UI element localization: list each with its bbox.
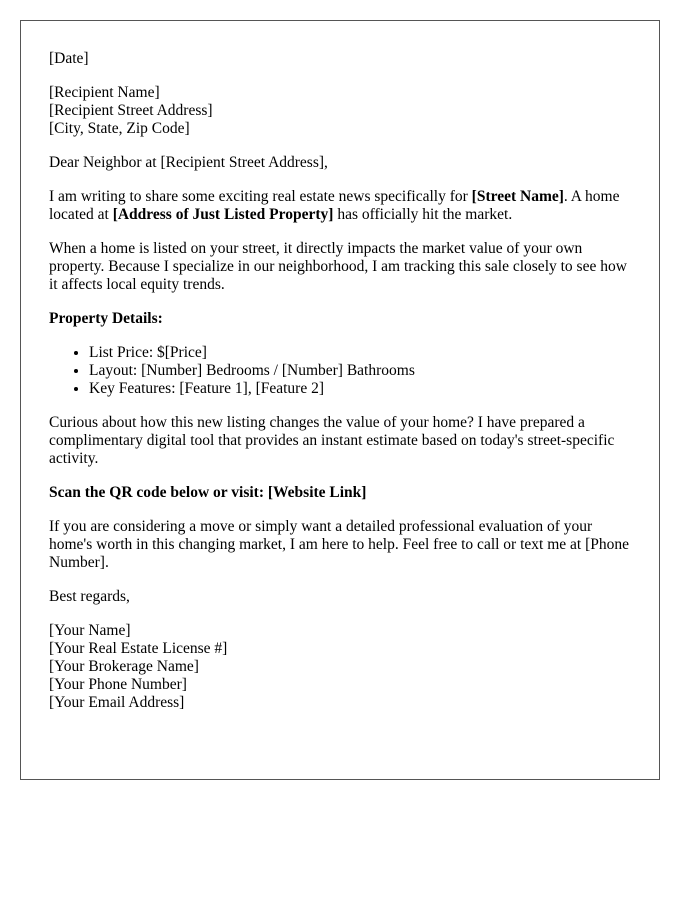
list-item: • Key Features: [Feature 1], [Feature 2] <box>89 380 631 398</box>
recipient-address-block <box>49 84 631 138</box>
help-paragraph: If you are considering a move or simply want a detailed professional evaluation of your home's worth in this changing market, I am here to help. Feel free to call or text me at [Phone Number]. <box>49 518 629 571</box>
recipient-name: [Recipient Name] <box>49 84 160 101</box>
property-address: [Address of Just Listed Property] <box>112 206 334 223</box>
letter-page <box>20 20 660 780</box>
signature-phone: [Your Phone Number] <box>49 676 187 693</box>
qr-line-text: Scan the QR code below or visit: [Website Link] <box>49 484 367 501</box>
details-heading-text: Property Details: <box>49 310 163 327</box>
intro-text-1: I am writing to share some exciting real estate news specifically for <box>49 188 472 205</box>
qr-line <box>49 484 631 502</box>
signature-brokerage: [Your Brokerage Name] <box>49 658 199 675</box>
closing: Best regards, <box>49 588 130 605</box>
signature-block <box>49 622 631 712</box>
letter-date: [Date] <box>49 50 89 67</box>
recipient-street: [Recipient Street Address] <box>49 102 213 119</box>
salutation: Dear Neighbor at [Recipient Street Address], <box>49 154 328 171</box>
intro-text-3: has officially hit the market. <box>333 206 513 223</box>
list-item: • List Price: $[Price] <box>89 344 631 362</box>
recipient-city: [City, State, Zip Code] <box>49 120 190 137</box>
street-name: [Street Name] <box>471 188 564 205</box>
signature-license: [Your Real Estate License #] <box>49 640 228 657</box>
intro-paragraph <box>49 188 631 224</box>
property-details-list <box>49 344 631 398</box>
tool-paragraph: Curious about how this new listing changes the value of your home? I have prepared a complimentary digital tool that provides an instant estimate based on today's street-specific activity. <box>49 414 615 467</box>
signature-name: [Your Name] <box>49 622 131 639</box>
list-item: • Layout: [Number] Bedrooms / [Number] Bathrooms <box>89 362 631 380</box>
impact-paragraph: When a home is listed on your street, it directly impacts the market value of your own property. Because I specialize in our neighborhood, I am tracking this sale closely to see how it affects local equity trends. <box>49 240 627 293</box>
intro-text-2: . A home located at <box>49 188 620 223</box>
details-heading <box>49 310 631 328</box>
signature-email: [Your Email Address] <box>49 694 185 711</box>
